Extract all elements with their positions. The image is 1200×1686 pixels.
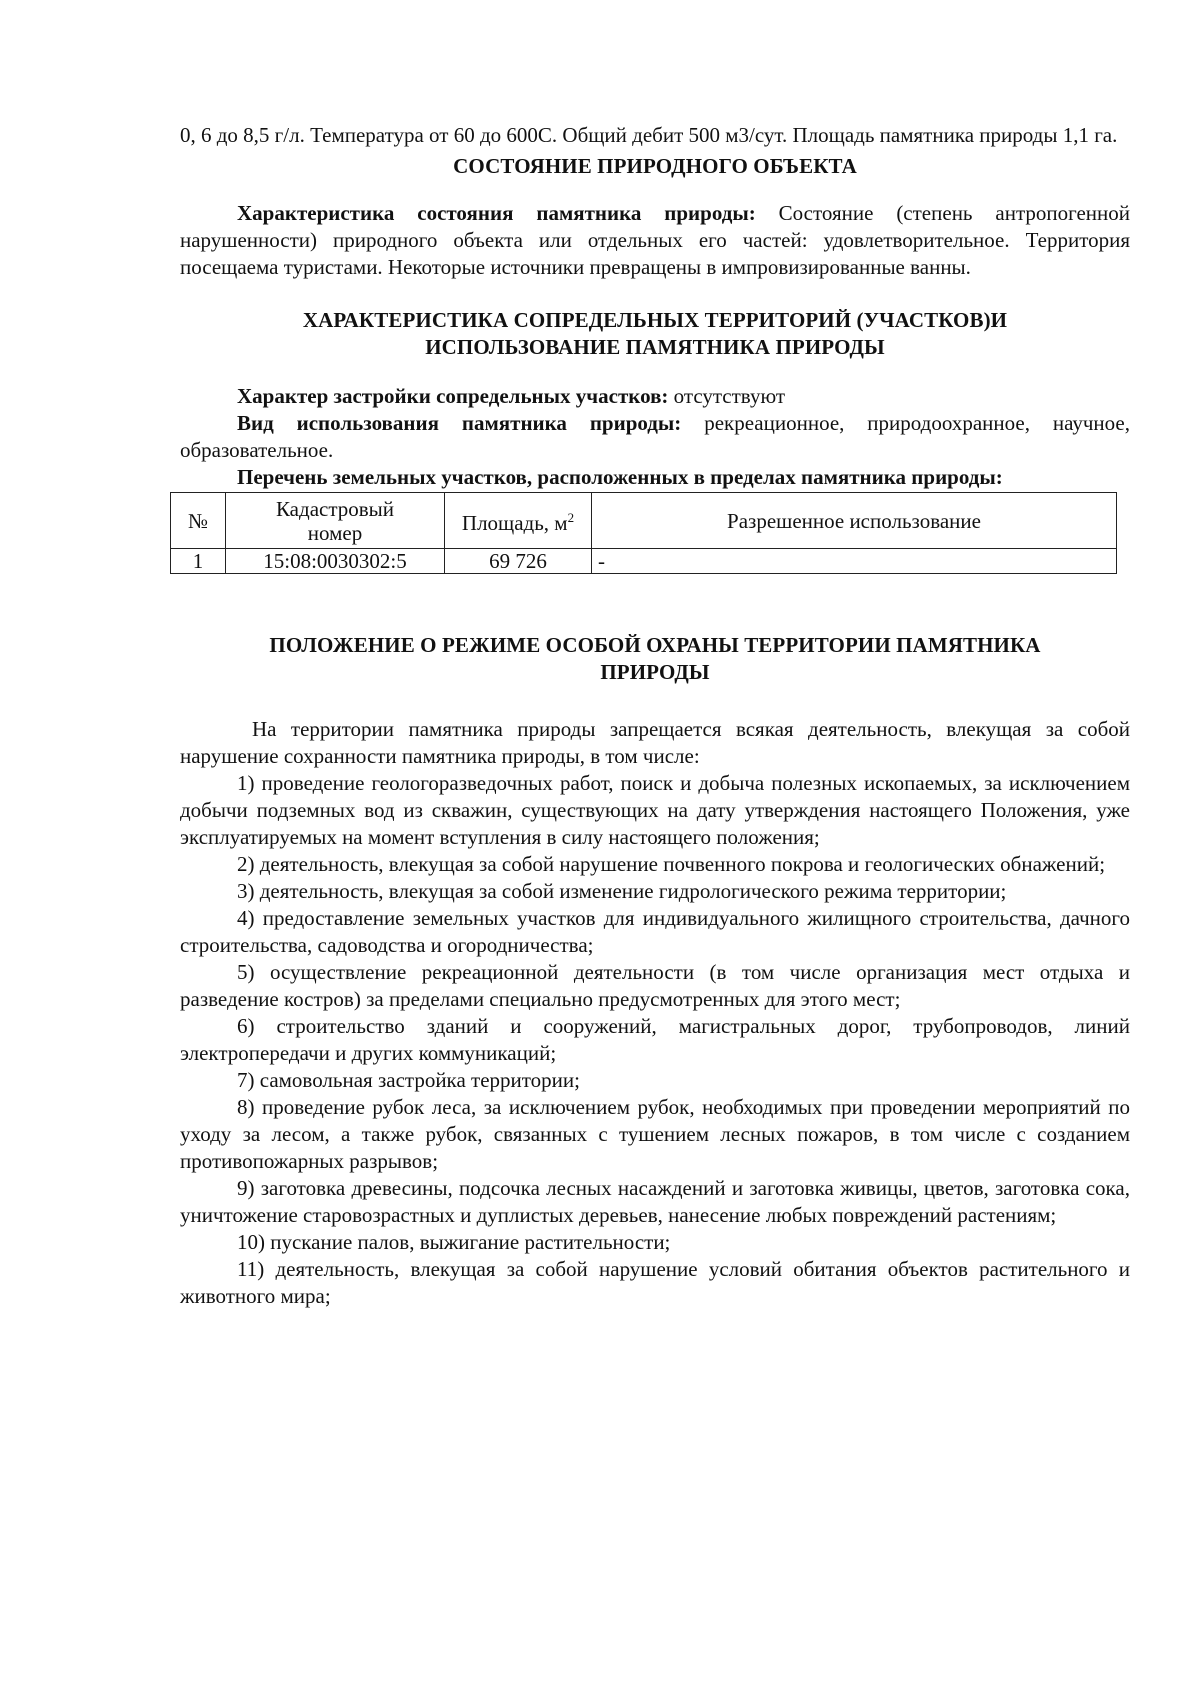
list-item: 4) предоставление земельных участков для индивидуального жилищного строительства, дачного строительства, садоводства и огородничества; [180,906,1130,957]
list-item: 2) деятельность, влекущая за собой нарушение почвенного покрова и геологических обнажений; [237,852,1106,876]
use-text: рекреационное, природоохранное, научное, образовательное. [180,411,1130,462]
list-item: 7) самовольная застройка территории; [237,1068,580,1092]
build-paragraph [180,383,1130,410]
header-cadastral-line1: Кадастровый [275,496,395,521]
table-row [171,549,1117,574]
regime-intro: На территории памятника природы запрещается всякая деятельность, влекущая за собой нарушение сохранности памятника природы, в том числе: [180,717,1130,768]
heading-adjacent-line1: ХАРАКТЕРИСТИКА СОПРЕДЕЛЬНЫХ ТЕРРИТОРИЙ (УЧАСТКОВ)И [302,308,1008,332]
continuation-paragraph: 0, 6 до 8,5 г/л. Температура от 60 до 600С. Общий дебит 500 м3/сут. Площадь памятника природы 1,1 га. [180,123,1118,147]
document-body [180,122,1130,1310]
land-list-label: Перечень земельных участков, расположенных в пределах памятника природы: [237,465,1003,489]
state-label: Характеристика состояния памятника природы: [237,201,756,225]
header-area [445,493,592,549]
prohibitions-list [180,770,1130,1310]
list-item: 5) осуществление рекреационной деятельности (в том числе организация мест отдыха и разведение костров) за пределами специально предусмотренных для этого мест; [180,960,1130,1011]
heading-state: СОСТОЯНИЕ ПРИРОДНОГО ОБЪЕКТА [453,154,857,178]
use-paragraph [180,410,1130,464]
list-item: 8) проведение рубок леса, за исключением рубок, необходимых при проведении мероприятий по уходу за лесом, а также рубок, связанных с тушением лесных пожаров, в том числе с созданием противопожарных разрывов; [180,1095,1130,1173]
header-area-text: Площадь, м [461,511,568,535]
list-item: 6) строительство зданий и сооружений, магистральных дорог, трубопроводов, линий электропередачи и других коммуникаций; [180,1014,1130,1065]
list-item: 9) заготовка древесины, подсочка лесных насаждений и заготовка живицы, цветов, заготовка сока, уничтожение старовозрастных и дуплистых деревьев, нанесение любых повреждений растениям; [180,1176,1130,1227]
cell-area: 69 726 [445,549,592,574]
header-num: № [171,493,226,549]
table-header-row [171,493,1117,549]
state-text: Состояние (степень антропогенной нарушенности) природного объекта или отдельных его частей: удовлетворительное. Территория посещаема туристами. Некоторые источники превращены в импровизированные ванны. [180,201,1130,279]
state-paragraph [180,200,1130,281]
list-item: 11) деятельность, влекущая за собой нарушение условий обитания объектов растительного и животного мира; [180,1257,1130,1308]
heading-regime-line1: ПОЛОЖЕНИЕ О РЕЖИМЕ ОСОБОЙ ОХРАНЫ ТЕРРИТОРИИ ПАМЯТНИКА [269,633,1041,657]
cell-use: - [592,549,1117,574]
cell-cadastral: 15:08:0030302:5 [226,549,445,574]
use-label: Вид использования памятника природы: [237,411,682,435]
header-cadastral [226,493,445,549]
header-cadastral-line2: номер [307,520,363,545]
heading-regime-line2: ПРИРОДЫ [600,660,710,684]
header-area-sup: 2 [567,510,575,525]
list-item: 1) проведение геологоразведочных работ, поиск и добыча полезных ископаемых, за исключением добычи подземных вод из скважин, существующих на дату утверждения настоящего Положения, уже эксплуатируемых на момент вступления в силу настоящего положения; [180,771,1130,849]
list-item: 10) пускание палов, выжигание растительности; [237,1230,671,1254]
cadastral-table-wrap [180,492,1130,574]
cadastral-table [170,492,1117,574]
heading-adjacent-line2: ИСПОЛЬЗОВАНИЕ ПАМЯТНИКА ПРИРОДЫ [425,335,885,359]
heading-regime [180,632,1130,686]
build-text: отсутствуют [668,384,786,408]
build-label: Характер застройки сопредельных участков: [237,384,669,408]
heading-adjacent [180,307,1130,361]
header-use: Разрешенное использование [592,493,1117,549]
list-item: 3) деятельность, влекущая за собой изменение гидрологического режима территории; [237,879,1007,903]
cell-num: 1 [171,549,226,574]
